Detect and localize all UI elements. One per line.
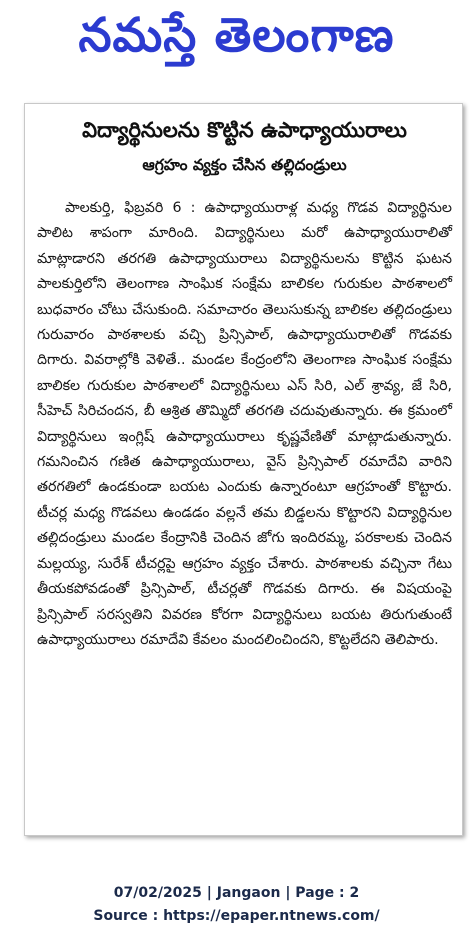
article-clipping [24, 103, 463, 836]
article-subheadline: ఆగ్రహం వ్యక్తం చేసిన తల్లిదండ్రులు [142, 156, 347, 174]
edition-info: 07/02/2025 | Jangaon | Page : 2 [113, 885, 360, 901]
source-line: Source : https://epaper.ntnews.com/ [93, 908, 380, 924]
article-body: పాలకుర్తి, ఫిబ్రవరి 6 : ఉపాధ్యాయురాళ్ల మధ్య గొడవ విద్యార్థినుల పాలిట శాపంగా మారింది. విద్యార్థినులు మరో ఉపాధ్యాయురాలితో మాట్లాడారని తరగతి ఉపాధ్యాయురాలు విద్యార్థినులను కొట్టిన ఘటన పాలకుర్తిలోని తెలంగాణ సాంఘిక సంక్షేమ బాలికల గురుకుల పాఠశాలలో బుధవారం చోటు చేసుకుంది. సమాచారం తెలుసుకున్న బాలికల తల్లిదండ్రులు గురువారం పాఠశాలకు వచ్చి ప్రిన్సిపాల్, ఉపాధ్యాయురాలితో గొడవకు దిగారు. వివరాల్లోకి వెళితే.. మండల కేంద్రంలోని తెలంగాణ సాంఘిక సంక్షేమ బాలికల గురుకుల పాఠశాలలో విద్యార్థినులు ఎస్ సిరి, ఎల్ శ్రావ్య, జే సిరి, సీహెచ్ సిరిచందన, బీ ఆశ్రిత తొమ్మిదో తరగతి చదువుతున్నారు. ఈ క్రమంలో విద్యార్థినులు ఇంగ్లిష్ ఉపాధ్యాయురాలు కృష్ణవేణితో మాట్లాడుతున్నారు. గమనించిన గణిత ఉపాధ్యాయురాలు, వైస్ ప్రిన్సిపాల్ రమాదేవి వారిని తరగతిలో ఉండకుండా బయట ఎందుకు ఉన్నారంటూ ఆగ్రహంతో కొట్టారు. టీచర్ల మధ్య గొడవలు ఉండడం వల్లనే తమ బిడ్డలను కొట్టారని విద్యార్థినుల తల్లిదండ్రులు మండల కేంద్రానికి చెందిన జోగు ఇందిరమ్మ, పరకాలకు చెందిన మల్లయ్య, సురేశ్ టీచర్లపై ఆగ్రహం వ్యక్తం చేశారు. పాఠశాలకు వచ్చినా గేటు తీయకపోవడంతో ప్రిన్సిపాల్, టీచర్లతో గొడవకు దిగారు. ఈ విషయంపై ప్రిన్సిపాల్ సరస్వతిని వివరణ కోరగా విద్యార్థినులు బయట తిరుగుతుంటే ఉపాధ్యాయురాలు రమాదేవి కేవలం మందలించిందని, కొట్టలేదని తెలిపారు. [37, 200, 452, 648]
masthead [0, 0, 473, 82]
newspaper-logo: నమస్తే తెలంగాణ [78, 8, 395, 63]
article-headline: విద్యార్థినులను కొట్టిన ఉపాధ్యాయురాలు [82, 118, 407, 142]
article-content [35, 112, 454, 827]
